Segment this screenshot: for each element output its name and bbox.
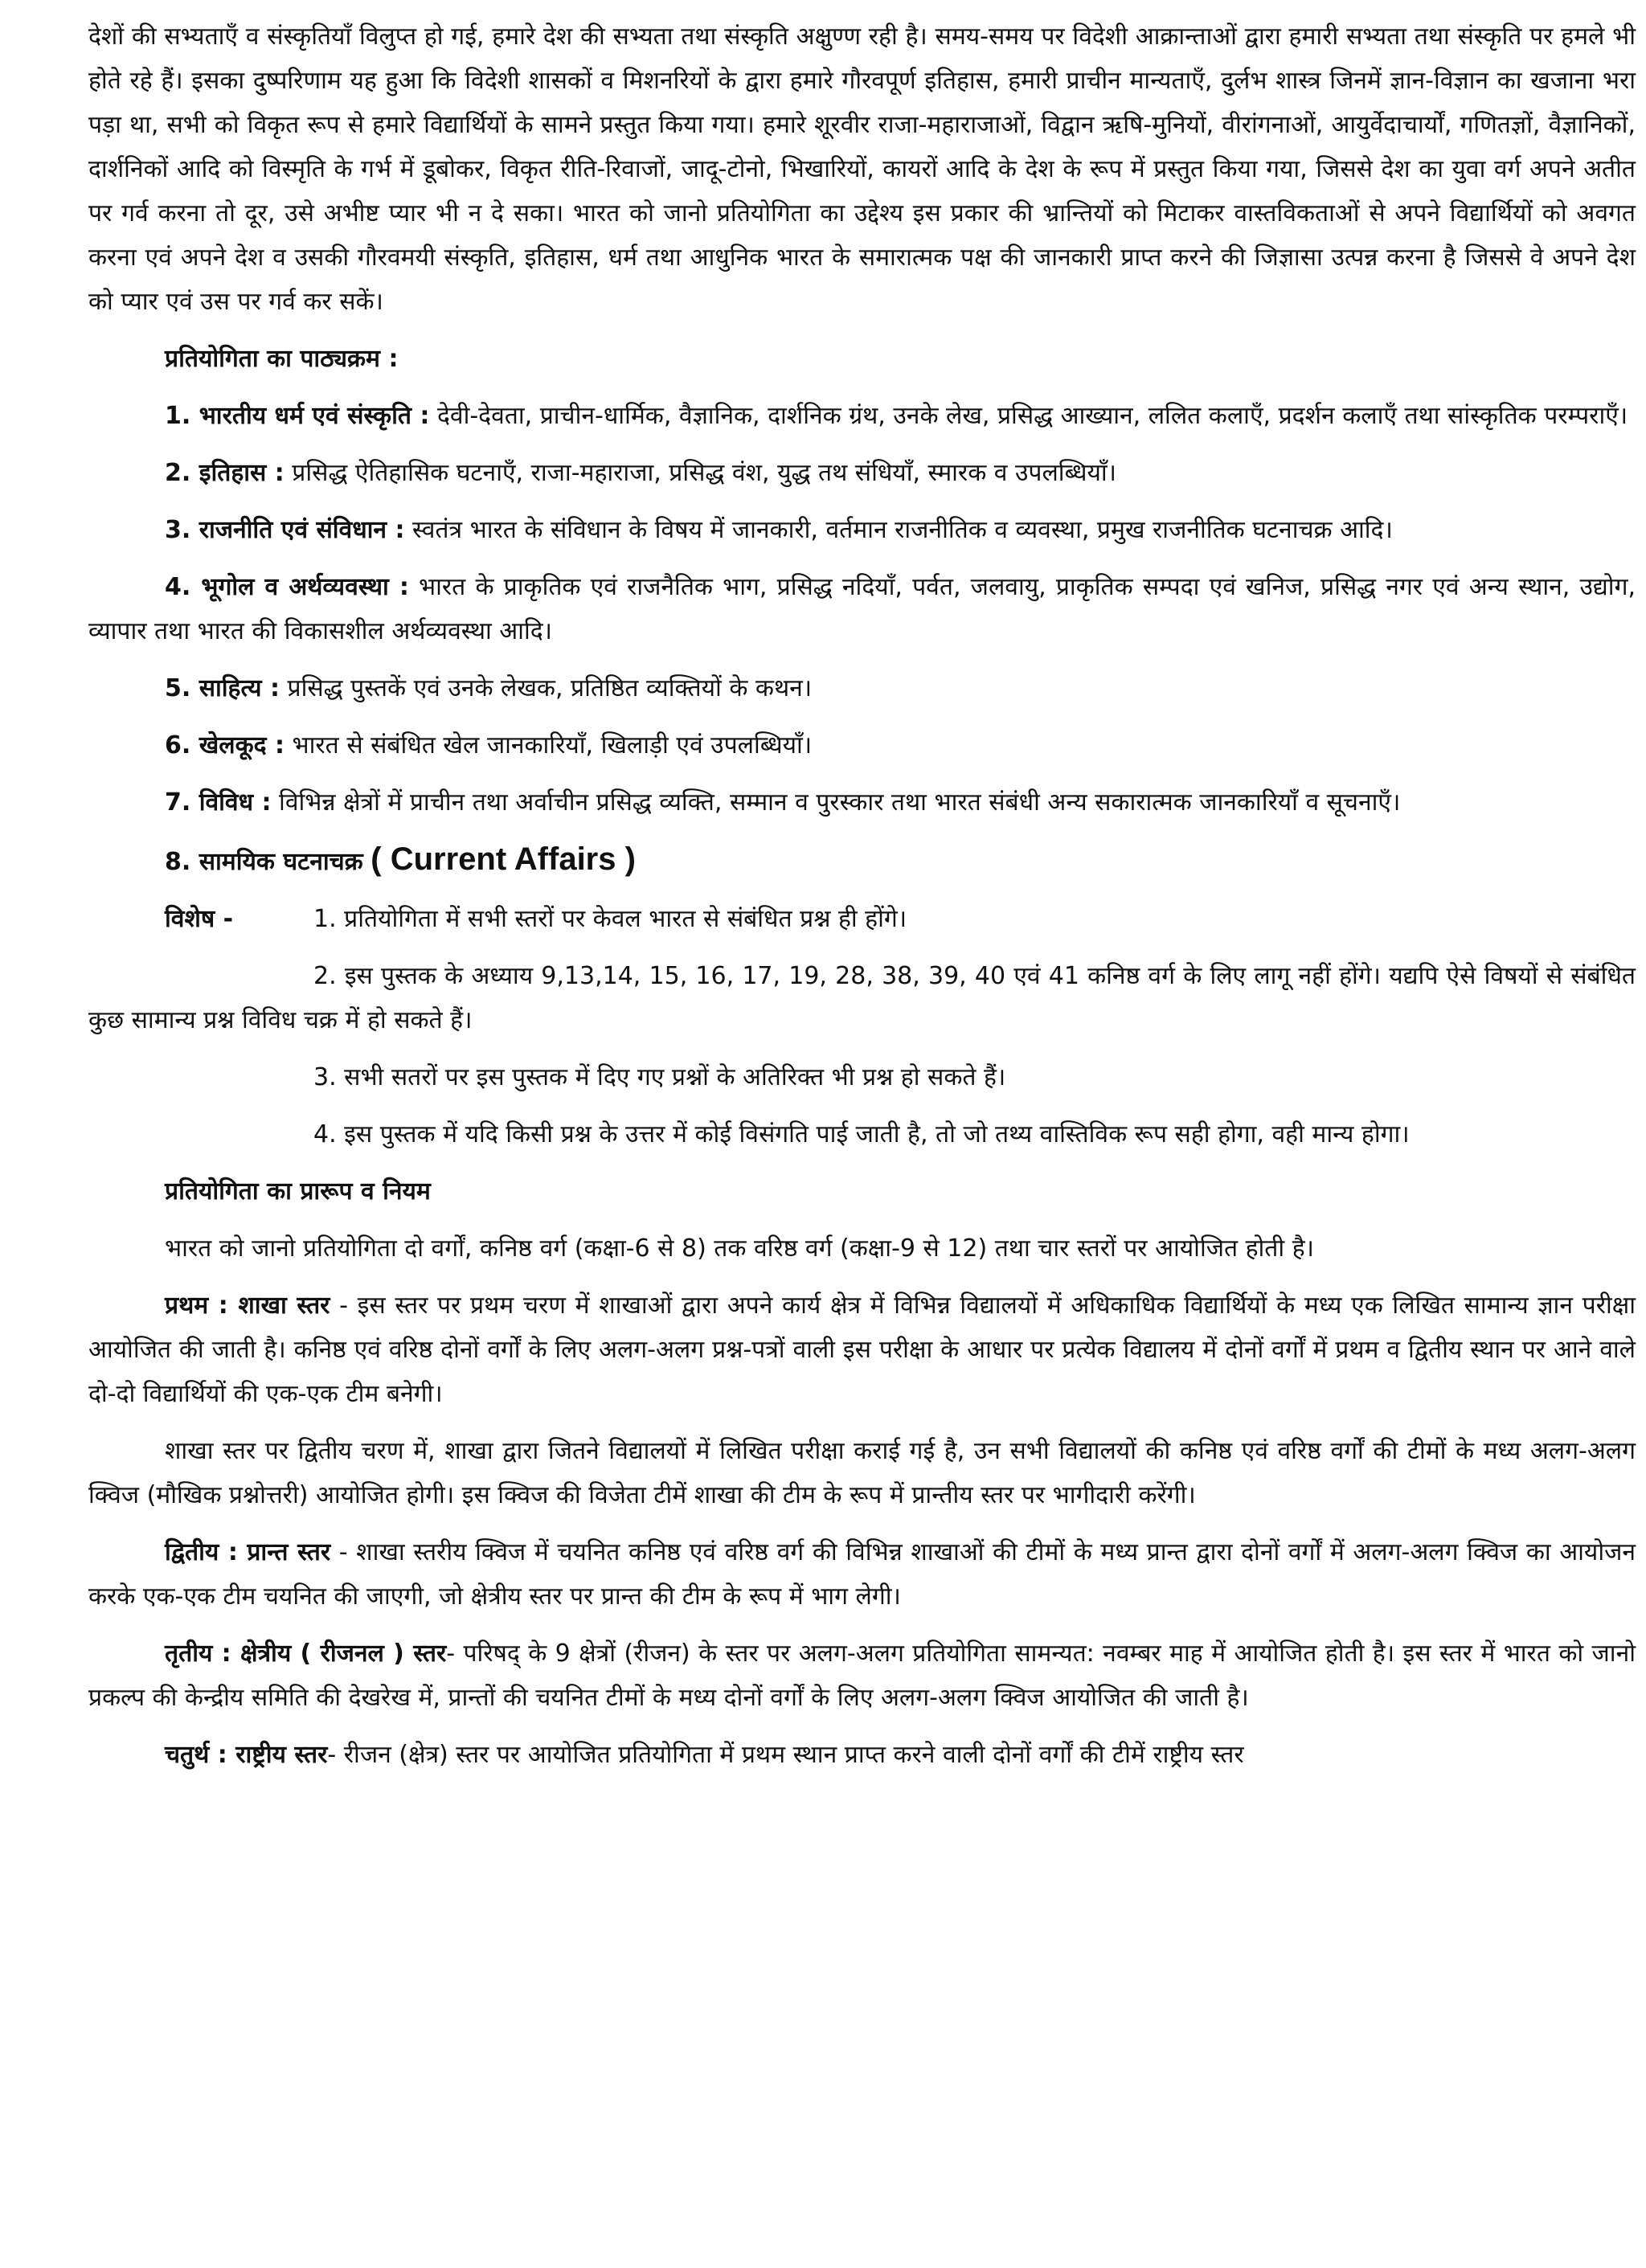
level-branch (88, 1283, 1636, 1416)
syllabus-item-3 (88, 508, 1636, 552)
note-1: 1. प्रतियोगिता में सभी स्तरों पर केवल भारत से संबंधित प्रश्न ही होंगे। (313, 905, 907, 933)
syllabus-item-text: प्रसिद्ध ऐतिहासिक घटनाएँ, राजा-महाराजा, प्रसिद्ध वंश, युद्ध तथ संधियाँ, स्मारक व उपलब्धियाँ। (284, 459, 1116, 487)
level-province (88, 1530, 1636, 1619)
note-2: 2. इस पुस्तक के अध्याय 9,13,14, 15, 16, 17, 19, 28, 38, 39, 40 एवं 41 कनिष्ठ वर्ग के लिए लागू नहीं होंगे। यद्यपि ऐसे विषयों से संबंधित कुछ सामान्य प्रश्न विविध चक्र में हो सकते हैं। (88, 962, 1636, 1034)
note-3: 3. सभी सतरों पर इस पुस्तक में दिए गए प्रश्नों के अतिरिक्त भी प्रश्न हो सकते हैं। (313, 1063, 1006, 1091)
syllabus-item-text: भारत से संबंधित खेल जानकारियाँ, खिलाड़ी एवं उपलब्धियाँ। (285, 731, 813, 759)
level-title: तृतीय : क्षेत्रीय ( रीजनल ) स्तर (165, 1640, 447, 1668)
level-regional (88, 1631, 1636, 1720)
level-text: - रीजन (क्षेत्र) स्तर पर आयोजित प्रतियोगिता में प्रथम स्थान प्राप्त करने वाली दोनों वर्गों की टीमें राष्ट्रीय स्तर (327, 1741, 1244, 1769)
level-branch-stage-2 (88, 1429, 1636, 1517)
level-title: प्रथम : शाखा स्तर (165, 1292, 330, 1320)
syllabus-item-1 (88, 394, 1636, 438)
syllabus-item-8 (88, 837, 1636, 884)
level-text: - शाखा स्तरीय क्विज में चयनित कनिष्ठ एवं वरिष्ठ वर्ग की विभिन्न शाखाओं की टीमों के मध्य प्रान्त द्वारा दोनों वर्गों में अलग-अलग क्विज का आयोजन करके एक-एक टीम चयनित की जाएगी, जो क्षेत्रीय स्तर पर प्रान्त की टीम के रूप में भाग लेगी। (88, 1538, 1636, 1611)
level-text: शाखा स्तर पर द्वितीय चरण में, शाखा द्वारा जितने विद्यालयों में लिखित परीक्षा कराई गई है, उन सभी विद्यालयों की कनिष्ठ एवं वरिष्ठ वर्गों की टीमों के मध्य अलग-अलग क्विज (मौखिक प्रश्नोत्तरी) आयोजित होगी। इस क्विज की विजेता टीमें शाखा की टीम के रूप में प्रान्तीय स्तर पर भागीदारी करेंगी। (88, 1437, 1636, 1509)
level-text: - इस स्तर पर प्रथम चरण में शाखाओं द्वारा अपने कार्य क्षेत्र में विभिन्न विद्यालयों में अधिकाधिक विद्यार्थियों के मध्य एक लिखित सामान्य ज्ञान परीक्षा आयोजित की जाती है। कनिष्ठ एवं वरिष्ठ दोनों वर्गों के लिए अलग-अलग प्रश्न-पत्रों वाली इस परीक्षा के आधार पर प्रत्येक विद्यालय में दोनों वर्गों में प्रथम व द्वितीय स्थान पर आने वाले दो-दो विद्यार्थियों की एक-एक टीम बनेगी। (88, 1292, 1636, 1408)
syllabus-item-6 (88, 723, 1636, 768)
syllabus-item-title: 1. भारतीय धर्म एवं संस्कृति : (165, 402, 430, 430)
syllabus-item-title: 2. इतिहास : (165, 459, 285, 487)
syllabus-item-title: 4. भूगोल व अर्थव्यवस्था : (165, 573, 409, 601)
syllabus-item-4 (88, 565, 1636, 653)
document-page (88, 14, 1636, 1777)
note-4: 4. इस पुस्तक में यदि किसी प्रश्न के उत्तर में कोई विसंगति पाई जाती है, तो जो तथ्य वास्तिविक रूप सही होगा, वही मान्य होगा। (313, 1120, 1410, 1148)
format-heading: प्रतियोगिता का प्रारूप व नियम (165, 1177, 431, 1206)
special-notes (88, 897, 1636, 941)
syllabus-item-7 (88, 780, 1636, 825)
level-national (88, 1733, 1636, 1777)
syllabus-heading: प्रतियोगिता का पाठ्यक्रम : (165, 345, 399, 373)
syllabus-item-title: 5. साहित्य : (165, 674, 280, 702)
format-intro: भारत को जानो प्रतियोगिता दो वर्गों, कनिष्ठ वर्ग (कक्षा-6 से 8) तक वरिष्ठ वर्ग (कक्षा-9 से 12) तथा चार स्तरों पर आयोजित होती है। (165, 1234, 1315, 1263)
syllabus-item-5 (88, 666, 1636, 710)
syllabus-item-title: 8. सामयिक घटनाचक्र (165, 848, 363, 876)
syllabus-item-text: देवी-देवता, प्राचीन-धार्मिक, वैज्ञानिक, दार्शनिक ग्रंथ, उनके लेख, प्रसिद्ध आख्यान, ललित कलाएँ, प्रदर्शन कलाएँ तथा सांस्कृतिक परम्पराएँ। (429, 402, 1628, 430)
syllabus-item-text: भारत के प्राकृतिक एवं राजनैतिक भाग, प्रसिद्ध नदियाँ, पर्वत, जलवायु, प्राकृतिक सम्पदा एवं खनिज, प्रसिद्ध नगर एवं अन्य स्थान, उद्योग, व्यापार तथा भारत की विकासशील अर्थव्यवस्था आदि। (88, 573, 1636, 645)
current-affairs-label: ( Current Affairs ) (371, 841, 636, 877)
intro-paragraph: देशों की सभ्यताएँ व संस्कृतियाँ विलुप्त हो गई, हमारे देश की सभ्यता तथा संस्कृति अक्षुण्ण रही है। समय-समय पर विदेशी आक्रान्ताओं द्वारा हमारी सभ्यता तथा संस्कृति पर हमले भी होते रहे हैं। इसका दुष्परिणाम यह हुआ कि विदेशी शासकों व मिशनरियों के द्वारा हमारे गौरवपूर्ण इतिहास, हमारी प्राचीन मान्यताएँ, दुर्लभ शास्त्र जिनमें ज्ञान-विज्ञान का खजाना भरा पड़ा था, सभी को विकृत रूप से हमारे विद्यार्थियों के सामने प्रस्तुत किया गया। हमारे शूरवीर राजा-महाराजाओं, विद्वान ऋषि-मुनियों, वीरांगनाओं, आयुर्वेदाचार्यों, गणितज्ञों, वैज्ञानिकों, दार्शनिकों आदि को विस्मृति के गर्भ में डूबोकर, विकृत रीति-रिवाजों, जादू-टोनो, भिखारियों, कायरों आदि के देश के रूप में प्रस्तुत किया गया, जिससे देश का युवा वर्ग अपने अतीत पर गर्व करना तो दूर, उसे अभीष्ट प्यार भी न दे सका। भारत को जानो प्रतियोगिता का उद्देश्य इस प्रकार की भ्रान्तियों को मिटाकर वास्तविकताओं से अपने विद्यार्थियों को अवगत करना एवं अपने देश व उसकी गौरवमयी संस्कृति, इतिहास, धर्म तथा आधुनिक भारत के समारात्मक पक्ष की जानकारी प्राप्त करने की जिज्ञासा उत्पन्न करना है जिससे वे अपने देश को प्यार एवं उस पर गर्व कर सकें। (88, 23, 1636, 316)
syllabus-item-title: 7. विविध : (165, 788, 272, 817)
syllabus-item-text: विभिन्न क्षेत्रों में प्राचीन तथा अर्वाचीन प्रसिद्ध व्यक्ति, सम्मान व पुरस्कार तथा भारत संबंधी अन्य सकारात्मक जानकारियाँ व सूचनाएँ। (271, 788, 1401, 817)
syllabus-item-text: स्वतंत्र भारत के संविधान के विषय में जानकारी, वर्तमान राजनीतिक व व्यवस्था, प्रमुख राजनीतिक घटनाचक्र आदि। (404, 516, 1393, 544)
syllabus-item-title: 3. राजनीति एवं संविधान : (165, 516, 405, 544)
level-title: द्वितीय : प्रान्त स्तर (165, 1538, 331, 1566)
level-text: - परिषद् के 9 क्षेत्रों (रीजन) के स्तर पर अलग-अलग प्रतियोगिता सामन्यत: नवम्बर माह में आयोजित होती है। इस स्तर में भारत को जानो प्रकल्प की केन्द्रीय समिति की देखरेख में, प्रान्तों की चयनित टीमों के मध्य दोनों वर्गों के लिए अलग-अलग क्विज आयोजित की जाती है। (88, 1640, 1636, 1712)
level-title: चतुर्थ : राष्ट्रीय स्तर (165, 1741, 328, 1769)
syllabus-item-text: प्रसिद्ध पुस्तकें एवं उनके लेखक, प्रतिष्ठित व्यक्तियों के कथन। (280, 674, 813, 702)
syllabus-item-2 (88, 451, 1636, 495)
syllabus-item-title: 6. खेलकूद : (165, 731, 285, 759)
special-label: विशेष - (165, 905, 234, 933)
